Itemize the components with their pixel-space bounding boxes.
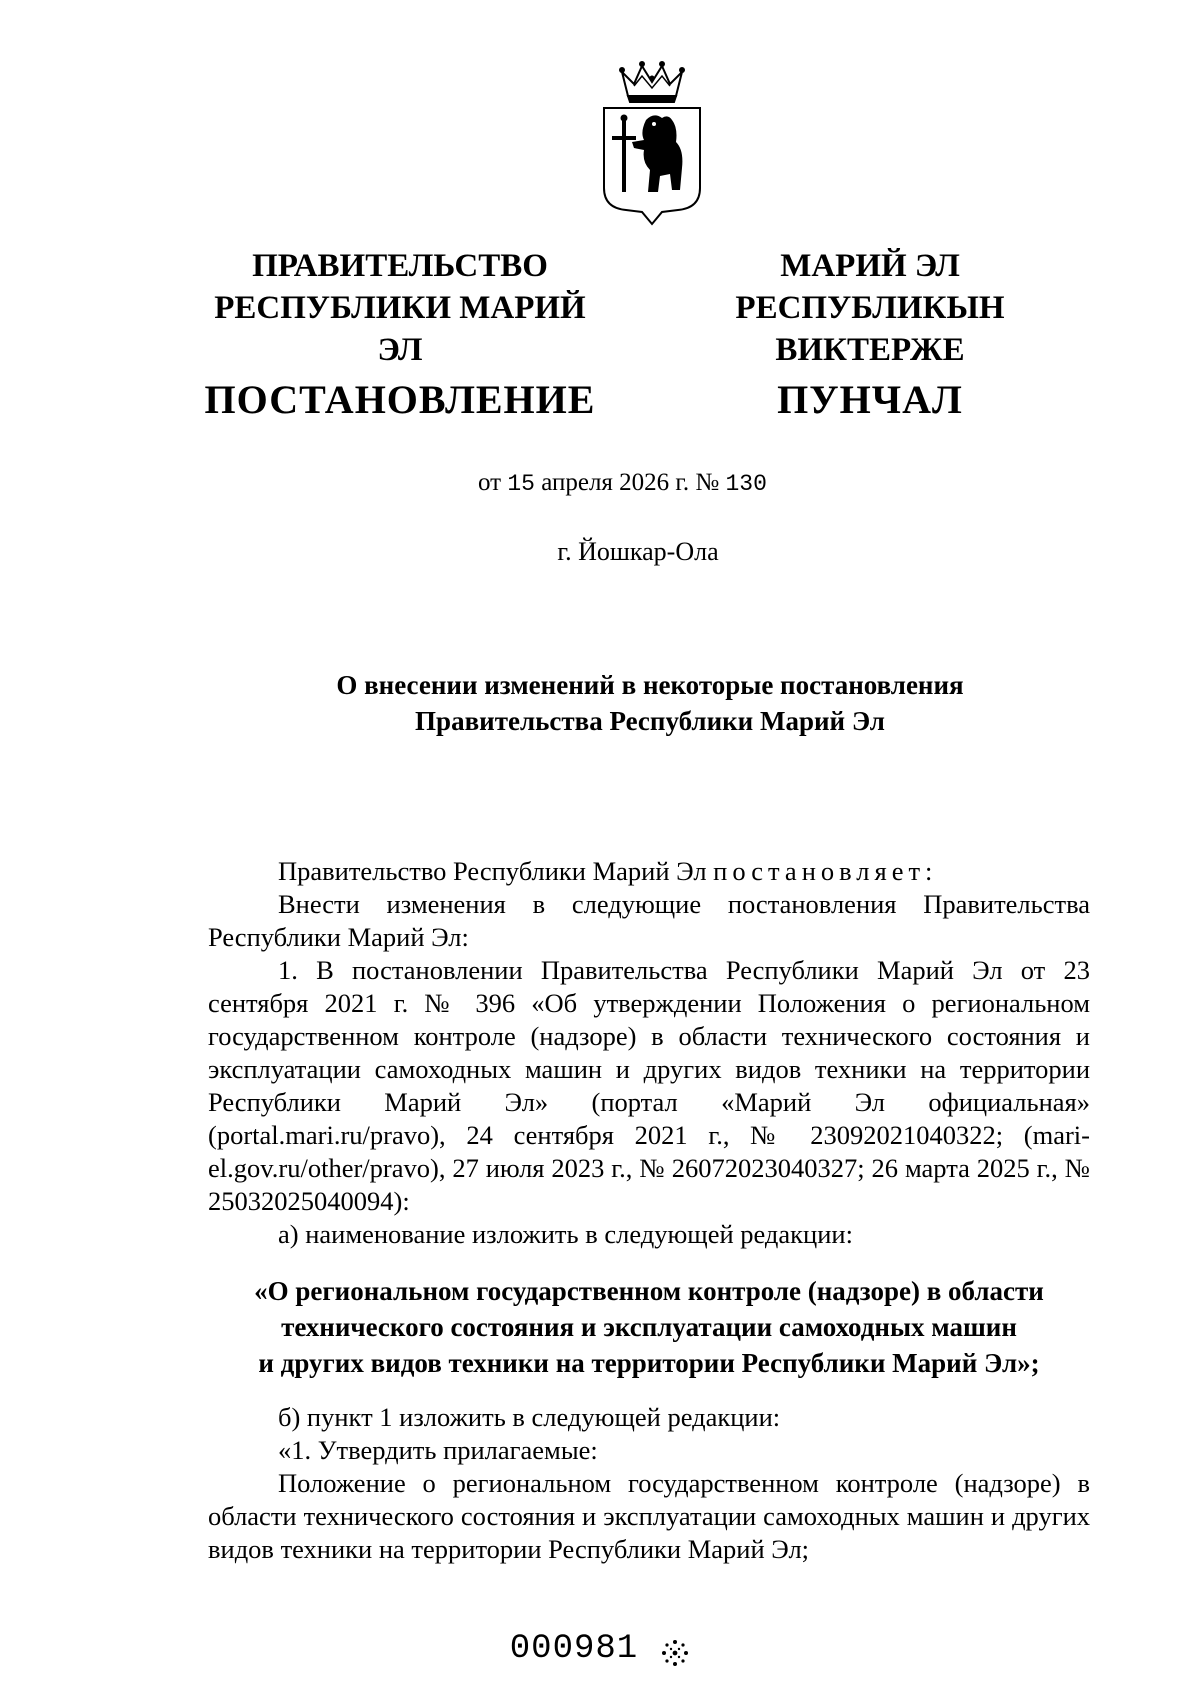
coat-of-arms-icon	[598, 58, 706, 228]
city-line	[0, 537, 1200, 567]
document-body	[208, 855, 1090, 1566]
quoted-title-line-2: технического состояния и эксплуатации самоходных машин	[281, 1312, 1017, 1342]
paragraph-4: а) наименование изложить в следующей редакции:	[278, 1219, 853, 1249]
doc-type-russian: ПОСТАНОВЛЕНИЕ	[204, 377, 596, 422]
org-name-mari-line2: ВИКТЕРЖЕ	[775, 332, 965, 368]
date-month-year: апреля 2026 г. №	[541, 469, 720, 496]
date-line	[478, 469, 767, 497]
city-name: г. Йошкар-Ола	[557, 537, 719, 566]
date-day: 15	[507, 471, 535, 497]
title-line-1: О внесении изменений в некоторые постановления	[336, 670, 964, 700]
paragraph-1-text: Правительство Республики Марий Эл	[278, 856, 714, 886]
doc-type-mari: ПУНЧАЛ	[777, 377, 963, 422]
quoted-title-line-3: и других видов техники на территории Республики Марий Эл»;	[258, 1348, 1040, 1378]
org-name-mari-line1: МАРИЙ ЭЛ РЕСПУБЛИКЫН	[735, 248, 1005, 326]
security-mark-icon	[660, 1638, 690, 1668]
paragraph-1	[208, 855, 1090, 888]
org-name-russian-line1: ПРАВИТЕЛЬСТВО	[252, 248, 548, 284]
title-line-2: Правительства Республики Марий Эл	[415, 706, 885, 736]
paragraph-6: «1. Утвердить прилагаемые:	[278, 1435, 598, 1465]
footer	[0, 1630, 1200, 1668]
document-title	[210, 667, 1090, 739]
quoted-title-line-1: «О региональном государственном контроле (надзоре) в области	[254, 1276, 1044, 1306]
quoted-title	[208, 1273, 1090, 1381]
paragraph-3: 1. В постановлении Правительства Республики Марий Эл от 23 сентября 2021 г. № 396 «Об утверждении Положения о региональном государственном контроле (надзоре) в области технического состояния и эксплуатации самоходных машин и других видов техники на территории Республики Марий Эл» (портал «Марий Эл официальная» (portal.mari.ru/pravo), 24 сентября 2021 г., № 23092021040322; (mari-el.gov.ru/other/pravo), 27 июля 2023 г., № 26072023040327; 26 марта 2025 г., № 25032025040094):	[208, 955, 1090, 1216]
paragraph-7: Положение о региональном государственном контроле (надзоре) в области технического состояния и эксплуатации самоходных машин и других видов техники на территории Республики Марий Эл;	[208, 1468, 1090, 1564]
document-number: 130	[725, 471, 767, 497]
paragraph-2: Внести изменения в следующие постановления Правительства Республики Марий Эл:	[208, 889, 1090, 952]
serial-number: 000981	[509, 1630, 639, 1668]
paragraph-1-spaced: постановляет:	[713, 856, 938, 886]
paragraph-5: б) пункт 1 изложить в следующей редакции:	[278, 1402, 781, 1432]
header-right	[650, 245, 1090, 421]
header-left	[200, 245, 600, 421]
org-name-russian-line2: РЕСПУБЛИКИ МАРИЙ ЭЛ	[214, 290, 586, 368]
date-prefix: от	[478, 469, 502, 496]
